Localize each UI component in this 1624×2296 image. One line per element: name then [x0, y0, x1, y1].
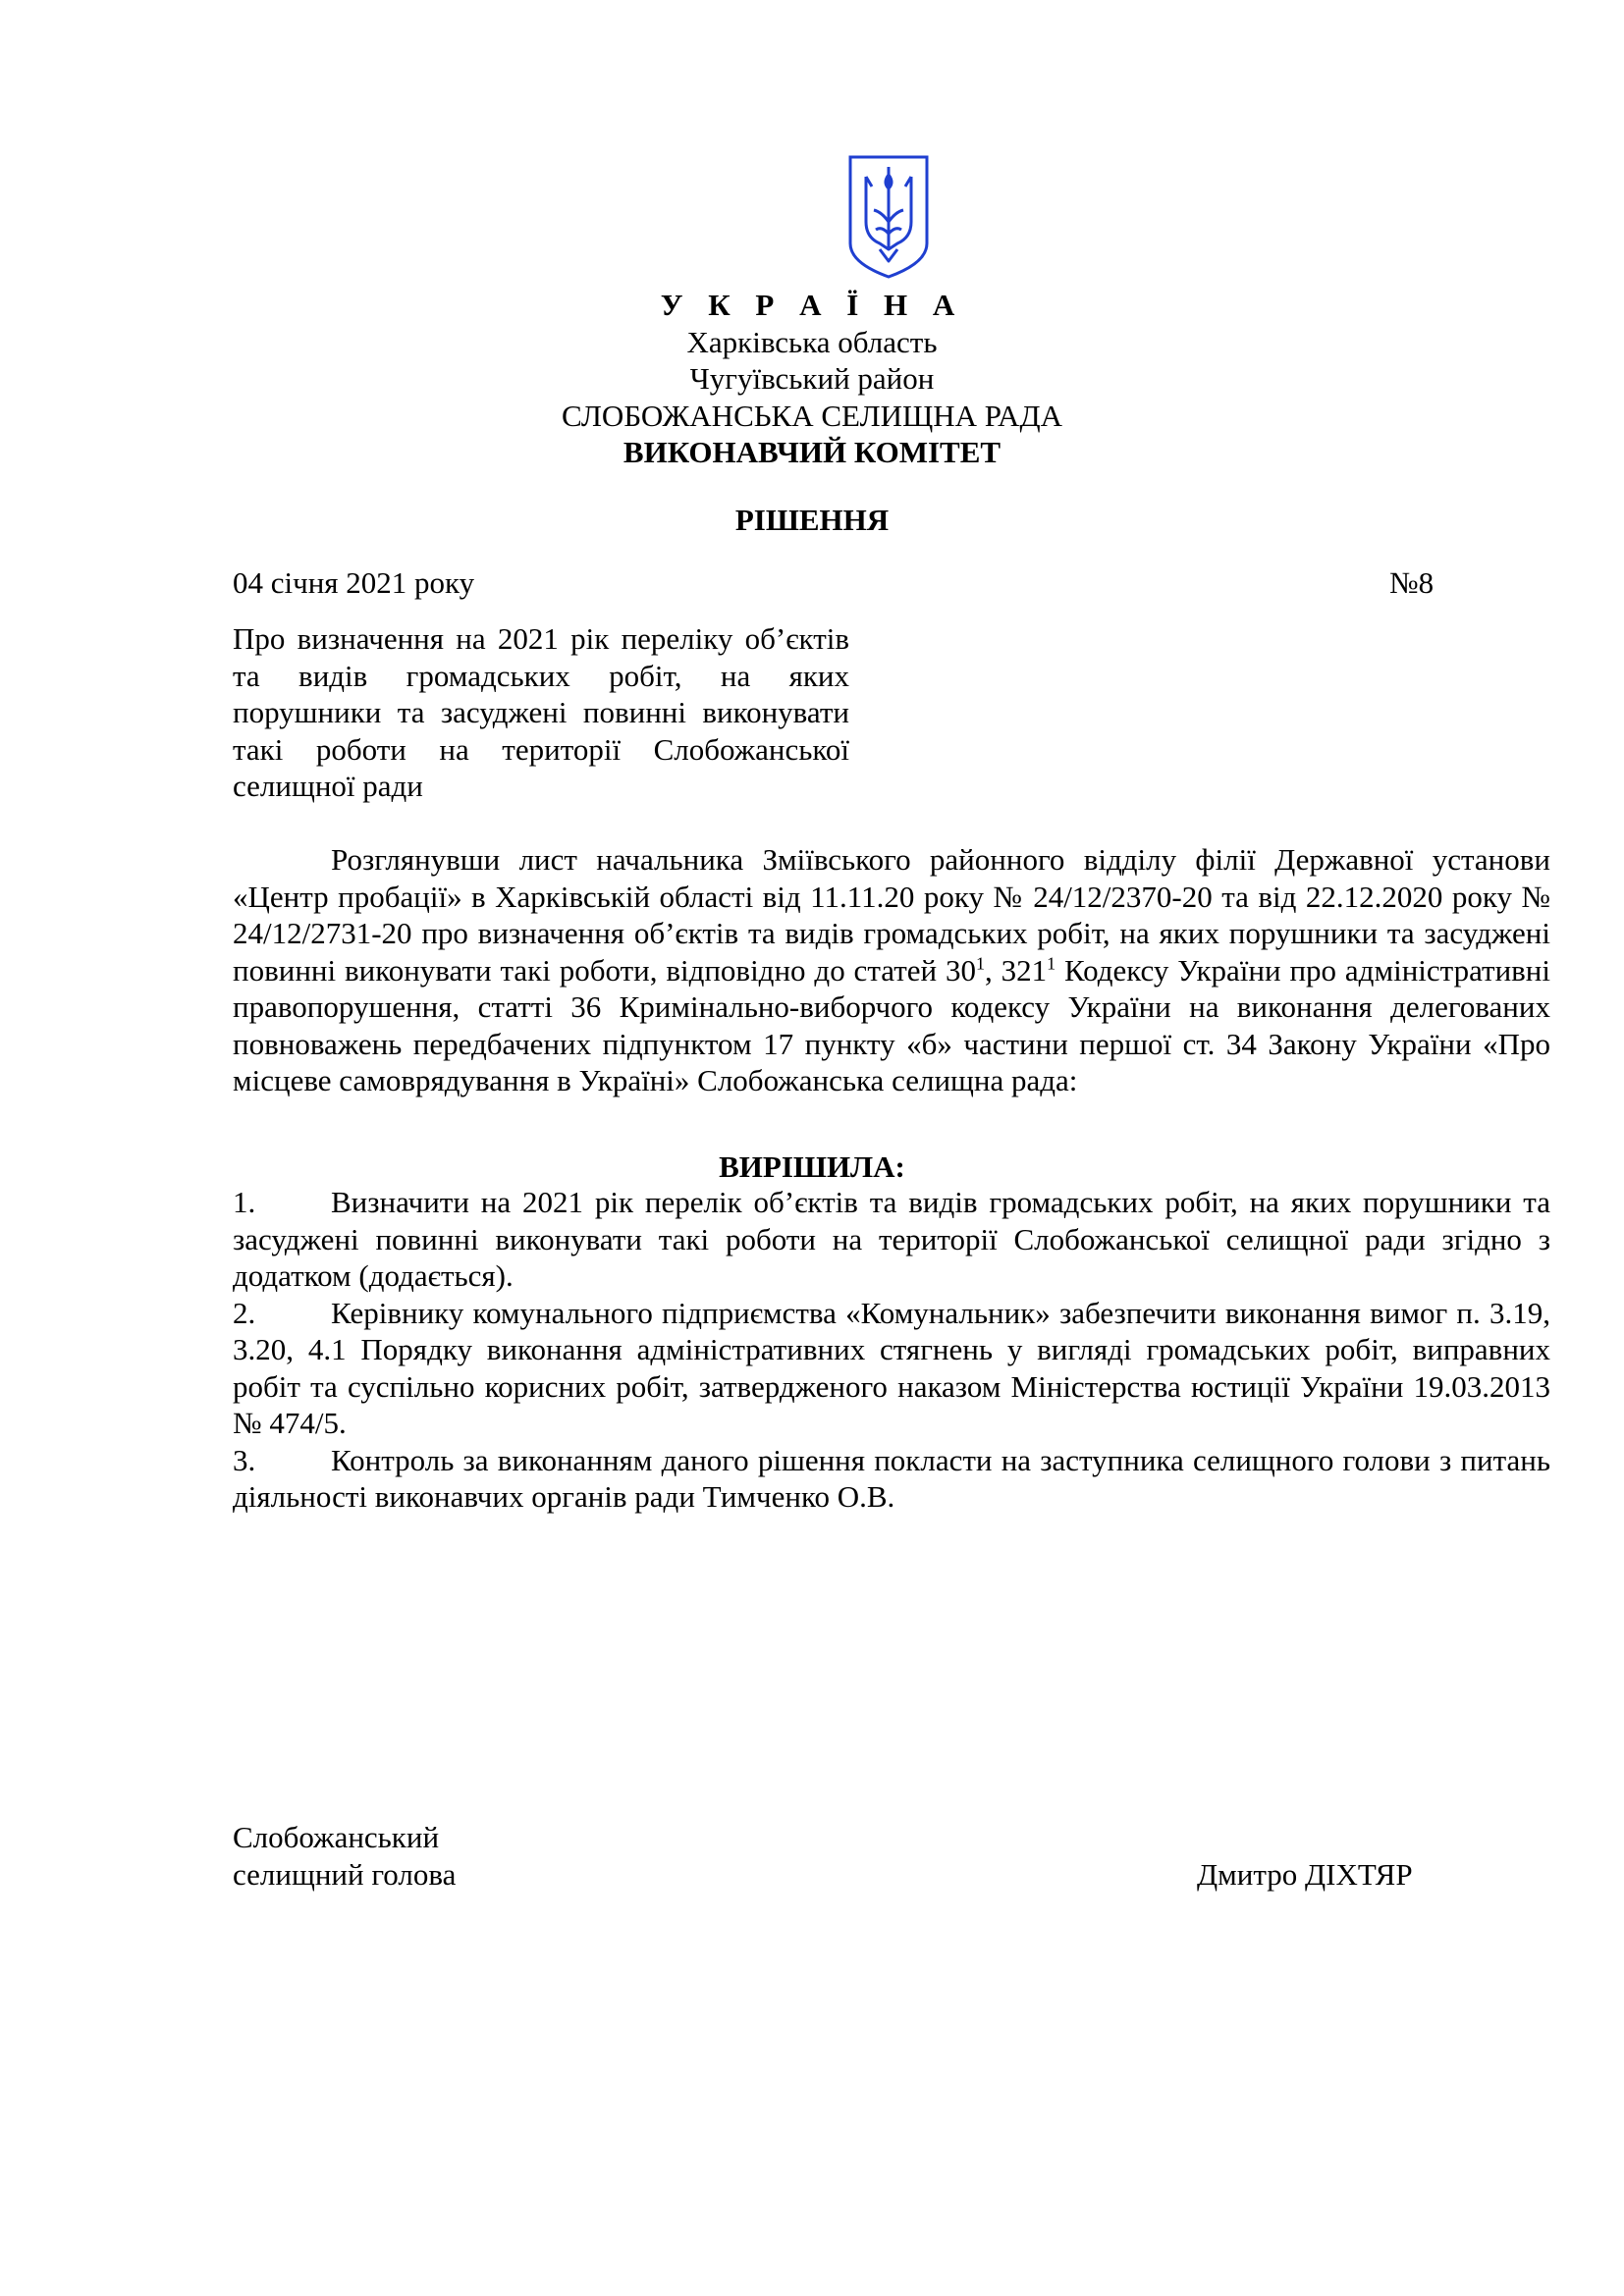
trident-emblem-icon — [846, 153, 931, 281]
decision-items — [233, 1184, 1550, 1516]
superscript-1: 1 — [975, 953, 985, 974]
document-date: 04 січня 2021 року — [233, 565, 475, 600]
decided-heading: ВИРІШИЛА: — [719, 1149, 905, 1184]
document-number: №8 — [1389, 565, 1435, 600]
item-text: Визначити на 2021 рік перелік об’єктів та видів громадських робіт, на яких порушники та засуджені повинні виконувати такі роботи на території Слобожанської селищної ради згідно з додатком (додається). — [233, 1185, 1550, 1293]
document-type: РІШЕННЯ — [734, 503, 890, 537]
item-text: Контроль за виконанням даного рішення покласти на заступника селищного голови з питань діяльності виконавчих органів ради Тимченко О.В. — [233, 1442, 1550, 1514]
council-name: СЛОБОЖАНСЬКА СЕЛИЩНА РАДА — [562, 399, 1062, 433]
preamble-text-1: Розглянувши лист начальника Зміївського районного відділу філії Державної установи «Центр пробації» в Харківській області від 11.11.20 року № 24/12/2370-20 та від 22.12.2020 року № 24/12/2731-20 про визначення об’єктів та видів громадських робіт, на яких порушники та засуджені повинні виконувати такі роботи, відповідно до статей 30 — [233, 842, 1550, 988]
preamble — [233, 841, 1550, 1099]
decision-item — [233, 1442, 1550, 1516]
decision-item — [233, 1295, 1550, 1442]
item-text: Керівнику комунального підприємства «Комунальник» забезпечити виконання вимог п. 3.19, 3.20, 4.1 Порядку виконання адміністративних стягнень у вигляді громадських робіт, виправних робіт та суспільно корисних робіт, затвердженого наказом Міністерства юстиції України 19.03.2013 № 474/5. — [233, 1295, 1550, 1440]
document-subject: Про визначення на 2021 рік переліку об’єктів та видів громадських робіт, на яких порушники та засуджені повинні виконувати такі роботи на території Слобожанської селищної ради — [233, 621, 849, 803]
item-number: 1. — [233, 1185, 256, 1219]
committee-name: ВИКОНАВЧИЙ КОМІТЕТ — [623, 435, 1001, 469]
country-name: У К Р А Ї Н А — [660, 288, 964, 322]
item-number: 2. — [233, 1295, 256, 1330]
superscript-2: 1 — [1047, 953, 1056, 974]
district-name: Чугуївський район — [689, 361, 935, 396]
region-name: Харківська область — [686, 325, 938, 359]
preamble-text-3: Кодексу України про адміністративні правопорушення, статті 36 Кримінально-виборчого кодексу України на виконання делегованих повноважень передбачених підпунктом 17 пункту «б» частини першої ст. 34 Закону України «Про місцеве самоврядування в Україні» Слобожанська селищна рада: — [233, 952, 1551, 1097]
signatory-title-line1: Слобожанський — [233, 1820, 440, 1854]
signatory-name: Дмитро ДІХТЯР — [1197, 1857, 1413, 1892]
item-number: 3. — [233, 1442, 256, 1477]
decision-item — [233, 1184, 1550, 1295]
signatory-title-line2: селищний голова — [233, 1857, 457, 1892]
preamble-text-2: , 321 — [984, 952, 1048, 988]
